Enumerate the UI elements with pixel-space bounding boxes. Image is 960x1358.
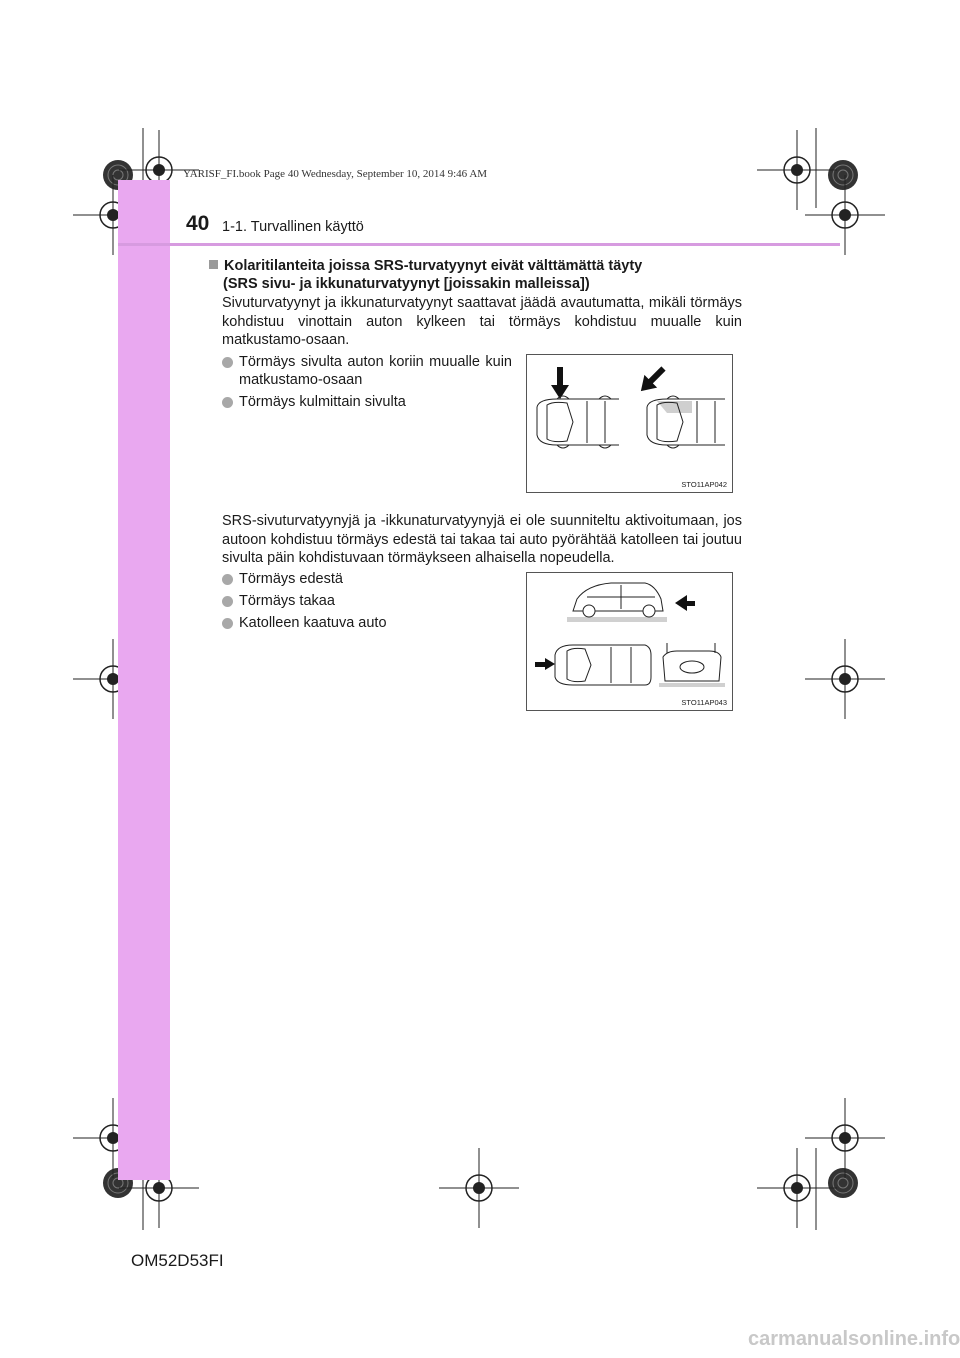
bullet-dot-icon [222,596,233,607]
header-rule [118,243,840,246]
paragraph-1: Sivuturvatyynyt ja ikkunaturvatyynyt saattavat jäädä avautumatta, mikäli törmäys kohdistuu vinottain auton kylkeen tai törmäys kohdistuu muualle kuin matkustamo-osaan. [222,295,742,348]
list-item-text: Törmäys kulmittain sivulta [239,394,406,410]
registration-wheel-icon [828,160,858,190]
list-item [222,353,512,389]
footer-code: OM52D53FI [131,1251,224,1270]
bullet-dot-icon [222,357,233,368]
registration-wheel-icon [828,1168,858,1198]
book-info: YARISF_FI.book Page 40 Wednesday, September 10, 2014 9:46 AM [183,168,488,180]
side-color-bar [118,180,170,1180]
section-heading [209,257,749,293]
bullet-dot-icon [222,618,233,629]
list-item [222,592,512,610]
figure-code: STO11AP043 [681,698,727,707]
figure-side-impact [526,354,733,493]
page-number: 40 [186,212,210,235]
crosshair-icon [757,130,837,210]
crosshair-icon [805,1098,885,1178]
list-item [222,614,512,632]
side-impact-illustration [527,355,732,492]
heading-line-1: Kolaritilanteita joissa SRS-turvatyynyt eivät välttämättä täyty [224,258,643,274]
crosshair-icon [757,1148,837,1228]
list-item-text: Katolleen kaatuva auto [239,615,387,631]
figure-code: STO11AP042 [681,480,727,489]
bullet-dot-icon [222,397,233,408]
list-item [222,570,512,588]
list-item-text: Törmäys sivulta auton koriin muualle kuin matkustamo-osaan [239,354,512,388]
bullet-dot-icon [222,574,233,585]
crosshair-icon [805,639,885,719]
figure-other-impacts [526,572,733,711]
watermark: carmanualsonline.info [748,1328,960,1350]
list-item [222,393,512,411]
bullet-list-2 [222,570,512,636]
heading-line-2: (SRS sivu- ja ikkunaturvatyynyt [joissakin malleissa]) [223,276,590,292]
list-item-text: Törmäys edestä [239,571,343,587]
other-impacts-illustration [527,573,732,710]
list-item-text: Törmäys takaa [239,593,335,609]
paragraph-2: SRS-sivuturvatyynyjä ja -ikkunaturvatyynyjä ei ole suunniteltu aktivoitumaan, jos autoon kohdistuu törmäys edestä tai takaa tai auto pyörähtää katolleen tai joutuu sivulta päin kohdistuvaan törmäykseen alhaisella nopeudella. [222,513,742,566]
crosshair-icon [439,1148,519,1228]
square-bullet-icon [209,260,218,269]
bullet-list-1 [222,353,512,415]
section-title: 1-1. Turvallinen käyttö [222,219,364,235]
